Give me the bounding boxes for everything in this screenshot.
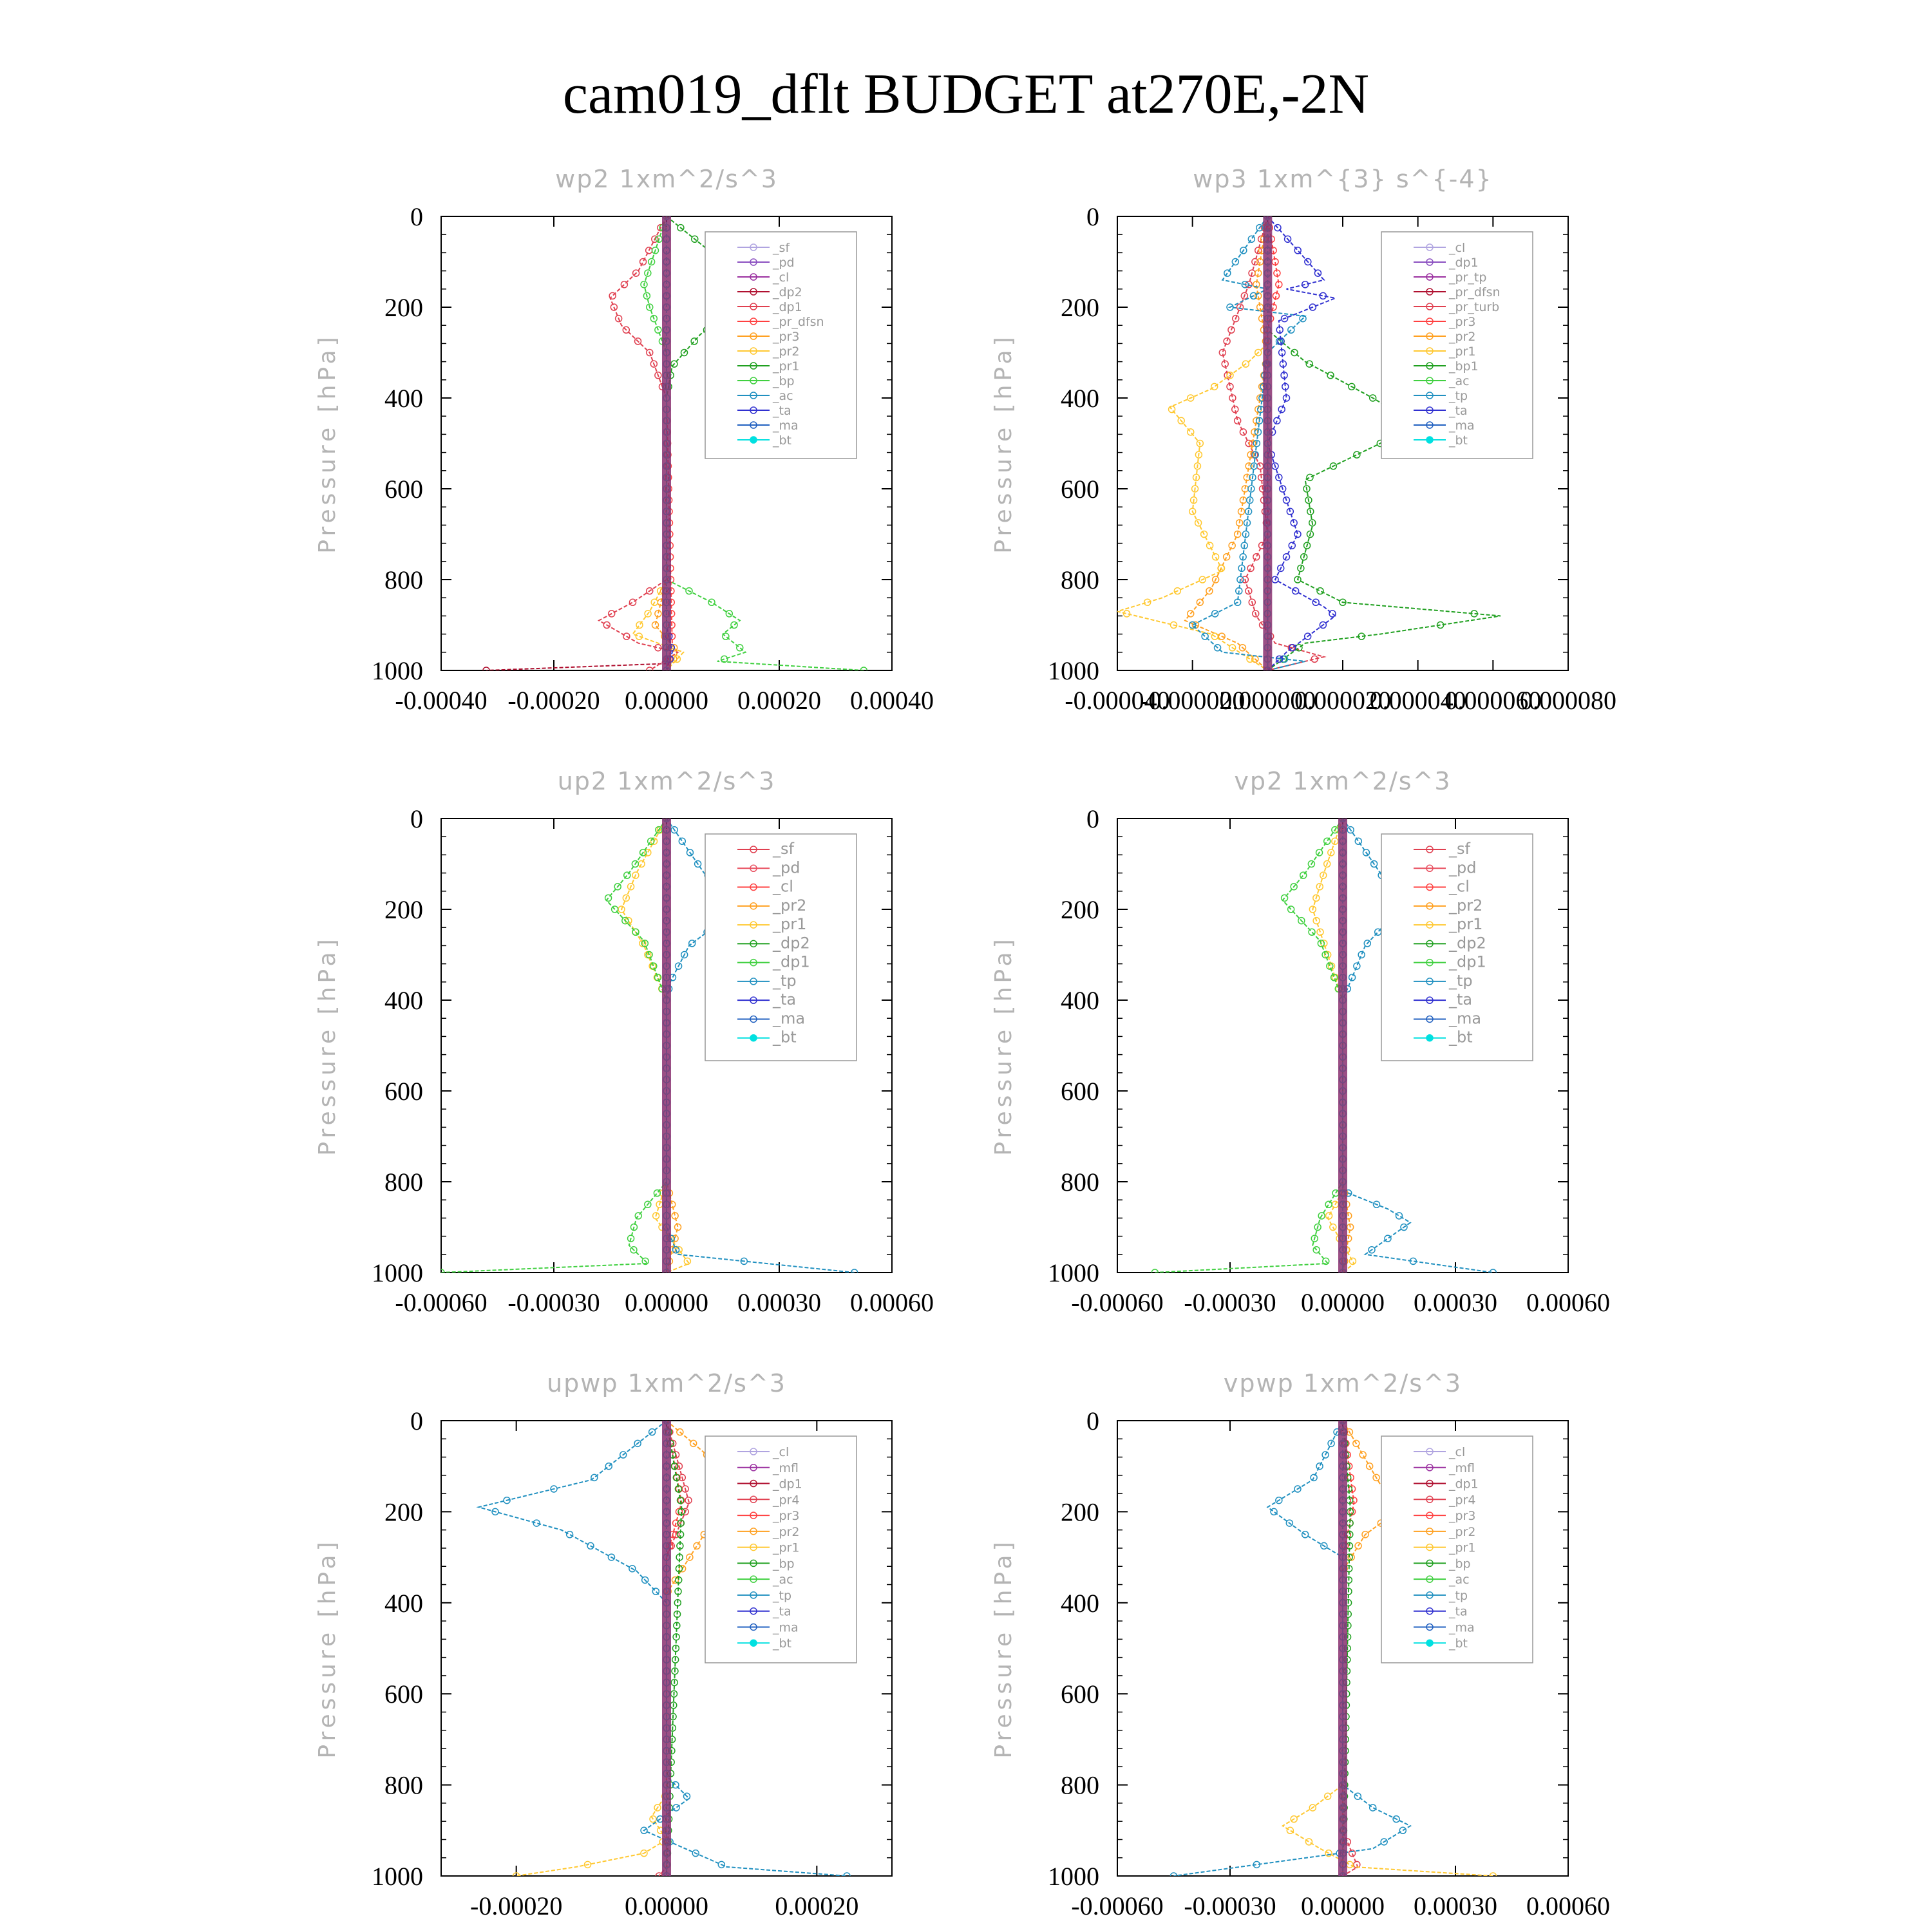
legend-label: _cl <box>1449 1445 1466 1459</box>
legend-label: _tp <box>1449 389 1468 403</box>
zero-profile-band <box>662 819 671 1273</box>
legend-label: _pr3 <box>773 330 800 344</box>
data-point <box>1289 542 1295 549</box>
y-tick-label: 1000 <box>372 1258 423 1287</box>
legend-label: _bt <box>1449 1636 1468 1651</box>
data-point <box>1253 554 1260 560</box>
legend-label: _dp1 <box>1449 1477 1479 1492</box>
x-tick-label: -0.00060 <box>1071 1891 1164 1920</box>
data-point <box>1294 531 1301 538</box>
y-tick-label: 800 <box>384 1770 423 1800</box>
legend-label: _ma <box>773 1620 799 1635</box>
y-tick-label: 200 <box>384 293 423 322</box>
legend-label: _dp2 <box>773 934 810 952</box>
legend-label: _sf <box>773 840 794 858</box>
x-tick-label: 0.00060 <box>1526 1891 1610 1920</box>
legend-label: _pr2 <box>773 896 807 914</box>
x-tick-label: 0.000080 <box>1520 686 1616 715</box>
legend-marker <box>1426 437 1433 443</box>
data-point <box>723 633 729 639</box>
legend-label: _pr3 <box>773 1509 800 1524</box>
x-tick-label: -0.000040 <box>1065 686 1170 715</box>
legend-label: _ta <box>773 1604 791 1619</box>
legend-label: _pr4 <box>773 1493 800 1508</box>
legend-label: _bp <box>773 374 795 388</box>
legend-label: _pr2 <box>773 345 800 359</box>
x-tick-label: 0.00000 <box>1301 1288 1385 1317</box>
data-point <box>591 1474 598 1481</box>
legend-label: _ac <box>773 1573 793 1587</box>
legend-label: _pr_dfsn <box>1449 285 1501 299</box>
data-point <box>1169 406 1175 413</box>
x-tick-label: 0.00030 <box>737 1288 821 1317</box>
legend-label: _pr4 <box>1449 1493 1476 1508</box>
data-point <box>1202 633 1208 639</box>
data-point <box>1294 247 1301 254</box>
legend-label: _pr1 <box>773 1540 800 1555</box>
x-tick-label: 0.000020 <box>1294 686 1391 715</box>
y-tick-label: 1000 <box>372 1862 423 1891</box>
legend-label: _bt <box>1449 433 1468 448</box>
figure-title: cam019_dflt BUDGET at270E,-2N <box>562 63 1370 126</box>
data-point <box>638 861 645 867</box>
chart-panel-2 <box>990 165 1616 715</box>
data-point <box>1274 417 1280 424</box>
x-tick-label: 0.00030 <box>1414 1288 1497 1317</box>
legend-label: _bt <box>773 433 792 448</box>
y-axis-label: Pressure [hPa] <box>990 1538 1017 1759</box>
legend-label: _ta <box>773 404 791 418</box>
legend-label: _pr1 <box>1449 915 1483 934</box>
data-point <box>1349 1258 1356 1264</box>
legend-label: _cl <box>773 270 790 285</box>
x-tick-label: 0.00000 <box>625 1891 708 1920</box>
legend <box>1381 232 1533 459</box>
series-line-dp2 <box>486 216 667 670</box>
legend-label: _ma <box>773 1009 806 1028</box>
y-tick-label: 400 <box>1061 1588 1099 1618</box>
legend-label: _sf <box>773 241 790 255</box>
y-tick-label: 800 <box>384 1168 423 1197</box>
series-line-dp1 <box>1155 819 1343 1273</box>
y-axis-label: Pressure [hPa] <box>990 333 1017 554</box>
y-tick-label: 400 <box>384 1588 423 1618</box>
data-point <box>1375 929 1381 935</box>
y-tick-label: 0 <box>1086 1406 1099 1435</box>
data-point <box>1385 1235 1391 1242</box>
legend-label: _ac <box>1449 374 1470 388</box>
legend-marker <box>750 1035 757 1041</box>
data-point <box>1224 338 1230 345</box>
x-tick-label: -0.000020 <box>1140 686 1245 715</box>
x-tick-label: 0.00060 <box>850 1288 934 1317</box>
data-point <box>652 1588 659 1595</box>
data-point <box>1325 1201 1332 1208</box>
legend-label: _pr2 <box>1449 896 1483 914</box>
y-tick-label: 600 <box>384 1680 423 1709</box>
legend-label: _bt <box>1449 1028 1473 1046</box>
data-point <box>1213 554 1219 560</box>
legend-label: _pr_tp <box>1449 270 1487 285</box>
y-tick-label: 600 <box>1061 475 1099 504</box>
data-point <box>1271 1508 1277 1515</box>
data-point <box>694 1542 700 1549</box>
legend-label: _tp <box>773 971 797 990</box>
y-axis-label: Pressure [hPa] <box>314 1538 341 1759</box>
legend-label: _dp2 <box>1449 934 1486 952</box>
data-point <box>1347 1861 1353 1868</box>
x-tick-label: 0.00000 <box>625 686 708 715</box>
data-point <box>1300 872 1307 878</box>
y-tick-label: 400 <box>384 986 423 1015</box>
data-point <box>1396 1213 1403 1219</box>
series-line-ta <box>1267 216 1335 670</box>
legend <box>705 1436 857 1663</box>
legend-label: _dp1 <box>773 300 802 314</box>
x-tick-label: 0.00000 <box>625 1288 708 1317</box>
data-point <box>679 838 685 844</box>
data-point <box>1296 645 1302 651</box>
legend-label: _pd <box>1449 858 1477 877</box>
data-point <box>689 940 696 947</box>
legend-label: _ac <box>1449 1573 1470 1587</box>
legend-label: _cl <box>1449 241 1466 255</box>
data-point <box>1307 474 1313 480</box>
data-point <box>1359 1452 1366 1458</box>
x-tick-label: 0.00030 <box>1414 1891 1497 1920</box>
x-tick-label: -0.00040 <box>395 686 488 715</box>
legend-label: _ma <box>1449 419 1475 433</box>
legend-label: _cl <box>773 877 793 896</box>
legend-label: _pr2 <box>1449 1524 1476 1539</box>
data-point <box>1355 838 1361 844</box>
series-line-tp <box>1174 1421 1411 1876</box>
data-point <box>1317 588 1323 594</box>
legend-label: _dp1 <box>773 1477 802 1492</box>
y-tick-label: 200 <box>1061 293 1099 322</box>
y-tick-label: 1000 <box>1048 1862 1099 1891</box>
data-point <box>1287 1827 1293 1833</box>
series-line-pr1 <box>621 819 689 1273</box>
panel-title: upwp 1xm^2/s^3 <box>547 1369 786 1397</box>
legend-label: _pr1 <box>1449 345 1476 359</box>
panel-title: vp2 1xm^2/s^3 <box>1234 767 1452 795</box>
legend-label: _tp <box>1449 971 1473 990</box>
zero-profile-band <box>662 216 671 670</box>
data-point <box>1229 542 1235 549</box>
data-point <box>691 338 697 345</box>
y-tick-label: 200 <box>1061 895 1099 924</box>
data-point <box>635 1213 641 1219</box>
data-point <box>636 633 642 639</box>
x-tick-label: 0.00020 <box>775 1891 859 1920</box>
chart-panel-3 <box>314 767 934 1317</box>
data-point <box>1309 929 1315 935</box>
legend-label: _pd <box>773 256 795 270</box>
y-tick-label: 200 <box>1061 1497 1099 1527</box>
data-point <box>621 281 627 288</box>
data-point <box>1324 838 1331 844</box>
legend-label: _pr2 <box>1449 330 1476 344</box>
x-tick-label: 0.000040 <box>1369 686 1466 715</box>
chart-panel-4 <box>990 767 1610 1317</box>
legend-label: _ma <box>1449 1620 1475 1635</box>
legend-label: _ta <box>773 990 797 1009</box>
legend-label: _pr3 <box>1449 315 1476 329</box>
legend-label: _ta <box>1449 1604 1468 1619</box>
legend-label: _dp1 <box>773 952 810 971</box>
data-point <box>609 292 616 299</box>
data-point <box>1291 520 1297 526</box>
y-axis-label: Pressure [hPa] <box>990 935 1017 1156</box>
y-tick-label: 800 <box>384 565 423 594</box>
x-tick-label: -0.00060 <box>395 1288 488 1317</box>
legend-marker <box>1426 1640 1433 1646</box>
data-point <box>1354 963 1360 969</box>
data-point <box>1354 1793 1361 1799</box>
legend-label: _mfl <box>773 1461 799 1475</box>
data-point <box>1354 451 1360 458</box>
data-point <box>640 259 647 265</box>
data-point <box>1306 361 1312 367</box>
y-tick-label: 400 <box>1061 384 1099 413</box>
y-tick-label: 800 <box>1061 1168 1099 1197</box>
legend-label: _cl <box>1449 877 1470 896</box>
legend-label: _pr_turb <box>1449 300 1500 314</box>
legend <box>705 232 857 459</box>
y-tick-label: 800 <box>1061 565 1099 594</box>
panel-title: vpwp 1xm^2/s^3 <box>1223 1369 1463 1397</box>
x-tick-label: 0.00060 <box>1526 1288 1610 1317</box>
legend-label: _dp1 <box>1449 952 1486 971</box>
legend-label: _pr_dfsn <box>773 315 824 329</box>
data-point <box>731 622 737 629</box>
legend-marker <box>750 437 757 443</box>
legend-label: _dp2 <box>773 285 802 299</box>
data-point <box>1306 1839 1312 1845</box>
y-tick-label: 600 <box>384 475 423 504</box>
y-tick-label: 1000 <box>1048 1258 1099 1287</box>
y-tick-label: 200 <box>384 1497 423 1527</box>
data-point <box>567 1531 573 1538</box>
data-point <box>630 599 636 605</box>
x-tick-label: -0.00030 <box>1184 1891 1276 1920</box>
chart-panel-6 <box>990 1369 1610 1920</box>
data-point <box>605 1463 612 1470</box>
zero-profile-band <box>1263 216 1272 670</box>
data-point <box>1370 1804 1376 1811</box>
x-tick-label: 0.00040 <box>850 686 934 715</box>
data-point <box>1316 1463 1323 1470</box>
y-axis-label: Pressure [hPa] <box>314 333 341 554</box>
panel-title: wp3 1xm^{3} s^{-4} <box>1193 165 1493 193</box>
data-point <box>624 872 630 878</box>
data-point <box>1248 236 1255 242</box>
legend-label: _pr3 <box>1449 1509 1476 1524</box>
chart-panel-5 <box>314 1369 892 1920</box>
x-tick-label: 0.00000 <box>1301 1891 1385 1920</box>
x-tick-label: 0.000000 <box>1219 686 1316 715</box>
zero-profile-band <box>662 1421 671 1876</box>
series-line-pr1 <box>516 1421 667 1876</box>
y-tick-label: 600 <box>1061 1077 1099 1106</box>
legend-marker <box>750 1640 757 1646</box>
legend <box>705 834 857 1061</box>
legend-label: _ac <box>773 389 793 403</box>
legend-label: _bp <box>1449 1557 1471 1571</box>
y-tick-label: 0 <box>410 804 423 833</box>
chart-panel-1 <box>314 165 934 715</box>
data-point <box>1326 1213 1332 1219</box>
y-tick-label: 0 <box>1086 202 1099 231</box>
series-line-dp1 <box>441 819 667 1273</box>
data-point <box>1247 565 1254 571</box>
y-tick-label: 600 <box>384 1077 423 1106</box>
y-tick-label: 200 <box>384 895 423 924</box>
x-tick-label: -0.00020 <box>470 1891 563 1920</box>
legend-label: _tp <box>773 1588 792 1603</box>
legend-label: _ma <box>773 419 799 433</box>
legend-label: _dp1 <box>1449 256 1479 270</box>
legend-label: _bt <box>773 1028 797 1046</box>
y-tick-label: 400 <box>384 384 423 413</box>
y-tick-label: 0 <box>410 202 423 231</box>
x-tick-label: -0.00060 <box>1071 1288 1164 1317</box>
x-tick-label: -0.00020 <box>507 686 600 715</box>
x-tick-label: 0.000060 <box>1444 686 1542 715</box>
legend-label: _pr2 <box>773 1524 800 1539</box>
series-line-pr1 <box>1312 819 1354 1273</box>
legend-label: _bt <box>773 1636 792 1651</box>
data-point <box>636 622 643 629</box>
legend-label: _ma <box>1449 1009 1482 1028</box>
legend-label: _mfl <box>1449 1461 1475 1475</box>
data-point <box>1207 542 1213 549</box>
legend-label: _pd <box>773 858 800 877</box>
y-tick-label: 1000 <box>1048 656 1099 685</box>
zero-profile-band <box>1338 1421 1347 1876</box>
legend-label: _bp <box>773 1557 795 1571</box>
data-point <box>737 645 743 651</box>
data-point <box>1188 429 1194 435</box>
legend-label: _pr1 <box>773 359 800 374</box>
data-point <box>1358 952 1365 958</box>
legend-label: _tp <box>1449 1588 1468 1603</box>
x-tick-label: 0.00020 <box>737 686 821 715</box>
y-tick-label: 800 <box>1061 1770 1099 1800</box>
x-tick-label: -0.00030 <box>507 1288 600 1317</box>
legend <box>1381 834 1533 1061</box>
legend-label: _pr1 <box>1449 1540 1476 1555</box>
y-axis-label: Pressure [hPa] <box>314 935 341 1156</box>
data-point <box>1349 974 1356 981</box>
y-tick-label: 400 <box>1061 986 1099 1015</box>
legend-label: _ta <box>1449 404 1468 418</box>
y-tick-label: 600 <box>1061 1680 1099 1709</box>
y-tick-label: 1000 <box>372 656 423 685</box>
legend <box>1381 1436 1533 1663</box>
legend-label: _ta <box>1449 990 1473 1009</box>
y-tick-label: 0 <box>410 1406 423 1435</box>
zero-profile-band <box>1338 819 1347 1273</box>
data-point <box>673 1804 679 1811</box>
legend-label: _pr1 <box>773 915 807 934</box>
data-point <box>1224 554 1230 560</box>
legend-label: _sf <box>1449 840 1470 858</box>
y-tick-label: 0 <box>1086 804 1099 833</box>
panel-title: wp2 1xm^2/s^3 <box>555 165 778 193</box>
data-point <box>1278 406 1285 413</box>
data-point <box>1211 383 1218 390</box>
legend-label: _bp1 <box>1449 359 1479 374</box>
legend-marker <box>1426 1035 1433 1041</box>
x-tick-label: -0.00030 <box>1184 1288 1276 1317</box>
legend-label: _cl <box>773 1445 790 1459</box>
panel-title: up2 1xm^2/s^3 <box>557 767 776 795</box>
